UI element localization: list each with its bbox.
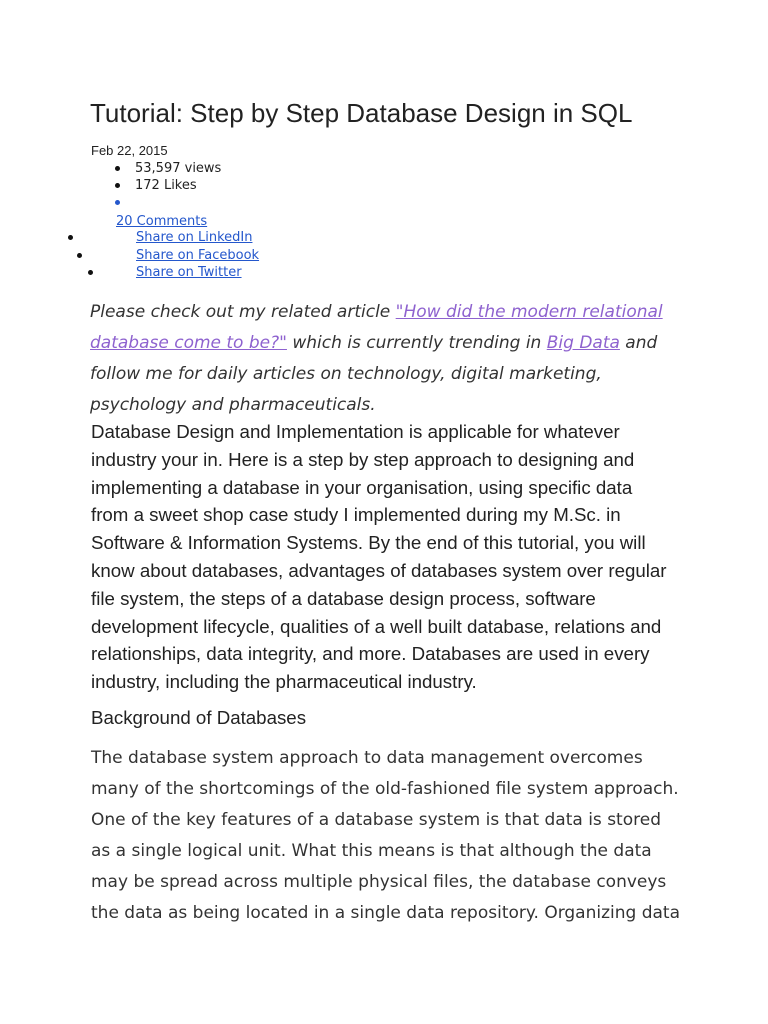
note-intro: Please check out my related article	[90, 302, 396, 322]
list-bullet	[68, 235, 73, 240]
big-data-topic-link[interactable]: Big Data	[546, 333, 620, 353]
comments-link[interactable]: 20 Comments	[116, 214, 208, 229]
note-middle: which is currently trending in	[286, 333, 547, 353]
views-count: 53,597 views	[135, 161, 222, 176]
paragraph-line: One of the key features of a database system is that data is stored	[91, 810, 661, 830]
paragraph-line: development lifecycle, qualities of a well built database, relations and	[91, 615, 662, 637]
share-twitter-link[interactable]: Share on Twitter	[136, 265, 242, 280]
paragraph-line: The database system approach to data management overcomes	[91, 748, 643, 768]
paragraph-line: Software & Information Systems. By the end of this tutorial, you will	[91, 532, 646, 554]
list-bullet	[77, 253, 82, 258]
paragraph-line: Database Design and Implementation is applicable for whatever	[91, 421, 620, 442]
related-article-link[interactable]: "How did the modern relational database come to be?"	[90, 302, 663, 353]
section-heading: Background of Databases	[91, 707, 307, 728]
paragraph-line: implementing a database in your organisation, using specific data	[91, 476, 633, 498]
paragraph-line: may be spread across multiple physical files, the database conveys	[91, 872, 667, 892]
paragraph-line: industry your in. Here is a step by step approach to designing and	[91, 448, 635, 470]
paragraph-line: relationships, data integrity, and more. Databases are used in every	[91, 643, 650, 665]
intro-paragraph	[91, 418, 667, 696]
paragraph-line: know about databases, advantages of databases system over regular	[91, 559, 667, 581]
paragraph-line: many of the shortcomings of the old-fashioned file system approach.	[91, 779, 679, 799]
paragraph-line: file system, the steps of a database design process, software	[91, 587, 596, 609]
article-title: Tutorial: Step by Step Database Design in SQL	[90, 98, 633, 128]
list-bullet	[115, 183, 120, 188]
share-facebook-link[interactable]: Share on Facebook	[136, 248, 260, 263]
share-linkedin-link[interactable]: Share on LinkedIn	[136, 230, 253, 245]
paragraph-line: industry, including the pharmaceutical industry.	[91, 671, 477, 693]
publish-date: Feb 22, 2015	[91, 143, 168, 158]
note-outro: and follow me for daily articles on technology, digital marketing, psychology and pharmaceuticals.	[90, 333, 658, 415]
paragraph-line: the data as being located in a single data repository. Organizing data	[91, 903, 681, 923]
paragraph-line: from a sweet shop case study I implemented during my M.Sc. in	[91, 504, 621, 526]
section-paragraph	[91, 743, 680, 929]
comments-bullet	[115, 200, 120, 205]
list-bullet	[88, 270, 93, 275]
paragraph-line: as a single logical unit. What this means is that although the data	[91, 841, 652, 861]
list-bullet	[115, 166, 120, 171]
likes-count: 172 Likes	[135, 178, 197, 193]
related-article-note	[90, 297, 682, 421]
